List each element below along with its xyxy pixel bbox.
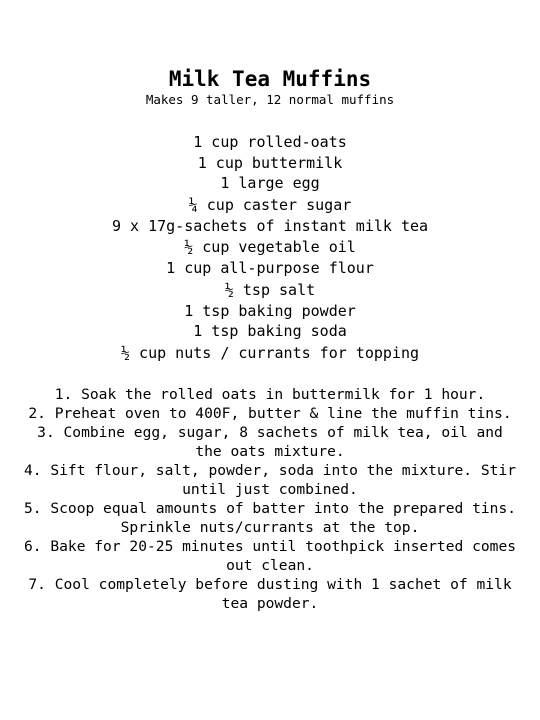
recipe-yield: Makes 9 taller, 12 normal muffins bbox=[145, 92, 395, 107]
ingredient-item: ½ cup vegetable oil bbox=[184, 238, 356, 256]
ingredient-item: 1 cup all-purpose flour bbox=[166, 259, 374, 277]
method-steps bbox=[20, 385, 520, 613]
method-step: 5. Scoop equal amounts of batter into the prepared tins. Sprinkle nuts/currants at the top. bbox=[23, 500, 517, 536]
ingredient-item: ¼ cup caster sugar bbox=[188, 195, 352, 214]
method-step: 6. Bake for 20-25 minutes until toothpick inserted comes out clean. bbox=[23, 538, 517, 574]
ingredient-list bbox=[0, 132, 540, 364]
method-step: 3. Combine egg, sugar, 8 sachets of milk tea, oil and the oats mixture. bbox=[37, 424, 503, 460]
ingredient-item: ½ cup nuts / currants for topping bbox=[120, 343, 419, 362]
ingredient-item: 9 x 17g-sachets of instant milk tea bbox=[111, 216, 429, 235]
method-step: 1. Soak the rolled oats in buttermilk for 1 hour. bbox=[54, 386, 486, 403]
method-step: 4. Sift flour, salt, powder, soda into the mixture. Stir until just combined. bbox=[23, 462, 517, 498]
ingredient-item: 1 tsp baking powder bbox=[184, 301, 356, 320]
method-step: 2. Preheat oven to 400F, butter & line the muffin tins. bbox=[28, 405, 512, 422]
ingredient-item: 1 cup buttermilk bbox=[197, 153, 343, 172]
method-step: 7. Cool completely before dusting with 1 sachet of milk tea powder. bbox=[28, 576, 512, 612]
ingredient-item: 1 tsp baking soda bbox=[193, 322, 347, 340]
recipe-title: Milk Tea Muffins bbox=[168, 67, 372, 91]
ingredient-item: ½ tsp salt bbox=[224, 280, 316, 299]
ingredient-item: 1 large egg bbox=[220, 174, 320, 192]
ingredient-item: 1 cup rolled-oats bbox=[193, 133, 347, 151]
